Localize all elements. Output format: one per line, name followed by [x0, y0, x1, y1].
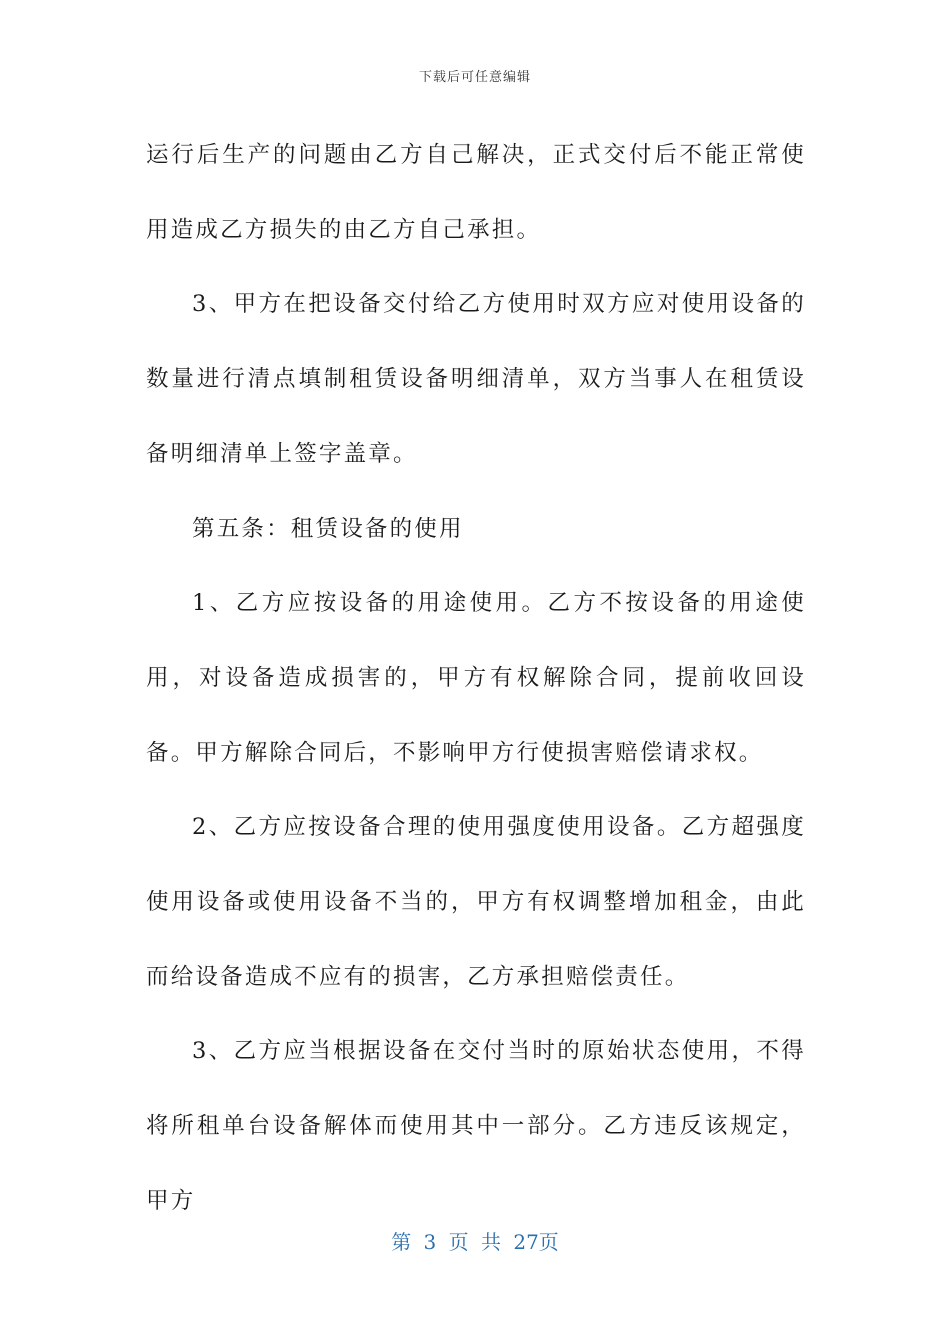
paragraph: 3、甲方在把设备交付给乙方使用时双方应对使用设备的数量进行清点填制租赁设备明细清单，双方当事人在租赁设备明细清单上签字盖章。 — [146, 291, 806, 467]
section-heading: 第五条：租赁设备的使用 — [192, 515, 464, 542]
document-body — [146, 118, 806, 1239]
paragraph: 3、乙方应当根据设备在交付当时的原始状态使用，不得将所租单台设备解体而使用其中一部分。乙方违反该规定，甲方 — [146, 1038, 806, 1214]
paragraph: 2、乙方应按设备合理的使用强度使用设备。乙方超强度使用设备或使用设备不当的，甲方有权调整增加租金，由此而给设备造成不应有的损害，乙方承担赔偿责任。 — [146, 814, 806, 990]
paragraph: 运行后生产的问题由乙方自己解决，正式交付后不能正常使用造成乙方损失的由乙方自己承担。 — [146, 142, 806, 243]
page-number: 第 3 页 共 27页 — [391, 1230, 559, 1254]
header-note: 下载后可任意编辑 — [418, 70, 531, 85]
paragraph: 1、乙方应按设备的用途使用。乙方不按设备的用途使用，对设备造成损害的，甲方有权解除合同，提前收回设备。甲方解除合同后，不影响甲方行使损害赔偿请求权。 — [146, 590, 806, 766]
